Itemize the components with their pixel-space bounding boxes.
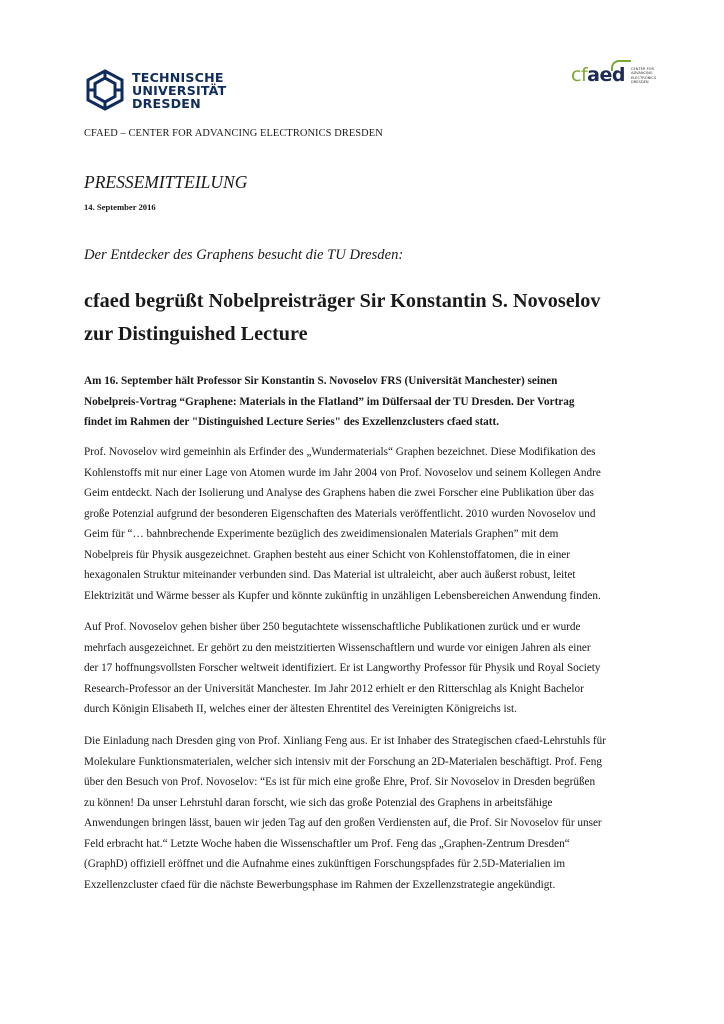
paragraph-line: Die Einladung nach Dresden ging von Prof. Xinliang Feng aus. Er ist Inhaber des Strategischen cfaed-Lehrstuhls für: [84, 735, 606, 747]
paragraph-line: Research-Professor an der Universität Manchester. Im Jahr 2012 erhielt er den Ritterschlag als Knight Bachelor: [84, 682, 584, 695]
paragraph-line: Kohlenstoffs mit nur einer Lage von Atomen wurde im Jahr 2004 von Prof. Novoselov und seinem Kollegen Andre: [84, 466, 601, 479]
paragraph-line: zu können! Da unser Lehrstuhl daran forscht, wie sich das große Potenzial des Graphens in arbeitsfähige: [84, 796, 553, 809]
paragraph-line: Elektrizität und Wärme besser als Kupfer und könnte zukünftig in unzähligen Lebensbereichen Anwendung finden.: [84, 589, 601, 602]
paragraph-2: [84, 617, 644, 720]
cfaed-wordmark-cf: cf: [571, 64, 588, 86]
paragraph-line: Geim für “… bahnbrechende Experimente bezüglich des zweidimensionalen Materials Graphen” mit dem: [84, 528, 559, 540]
paragraph-line: der 17 hoffnungsvollsten Forscher weltweit identifiziert. Er ist Langworthy Professor für Physik und Royal Society: [84, 662, 601, 674]
paragraph-line: Prof. Novoselov wird gemeinhin als Erfinder des „Wundermaterials“ Graphen bezeichnet. Diese Modifikation des: [84, 446, 596, 458]
tu-dresden-logo: [84, 68, 254, 112]
paragraph-line: über den Besuch von Prof. Novoselov: “Es ist für mich eine große Ehre, Prof. Sir Novoselov in Dresden begrüßen: [84, 776, 596, 788]
tu-logo-line: TECHNISCHE: [132, 69, 224, 85]
cfaed-wordmark-aed: aed: [587, 64, 625, 86]
paragraph-line: Anwendungen bringen lässt, bauen wir jeden Tag auf den großen Verdiensten auf, die Prof. Sir Novoselov für unser: [84, 817, 602, 829]
tu-dresden-emblem-icon: [84, 69, 126, 111]
paragraph-line: Exzellenzcluster cfaed für die nächste Bewerbungsphase im Rahmen der Exzellenzstrategie angekündigt.: [84, 878, 556, 891]
tu-dresden-wordmark: [132, 71, 226, 110]
paragraph-line: Feld erbracht hat.“ Letzte Woche haben die Wissenschaftler um Prof. Feng das „Graphen-Zentrum Dresden“: [84, 837, 570, 850]
lead-line: Am 16. September hält Professor Sir Konstantin S. Novoselov FRS (Universität Manchester) seinen: [84, 375, 558, 387]
article-subtitle: Der Entdecker des Graphens besucht die TU Dresden:: [84, 247, 404, 263]
article-lead: [84, 371, 644, 433]
cfaed-tagline-line: DRESDEN: [631, 79, 649, 84]
paragraph-3: [84, 731, 644, 895]
headline-line: zur Distinguished Lecture: [84, 323, 308, 345]
lead-line: Nobelpreis-Vortrag “Graphene: Materials in the Flatland” im Dülfersaal der TU Dresden. Der Vortrag: [84, 395, 575, 408]
paragraph-1: [84, 442, 644, 606]
organization-line: CFAED – CENTER FOR ADVANCING ELECTRONICS DRESDEN: [84, 128, 383, 139]
tu-logo-line: DRESDEN: [132, 95, 201, 111]
press-release-title: PRESSEMITTEILUNG: [84, 172, 248, 192]
cfaed-tagline: [631, 67, 661, 84]
paragraph-line: (GraphD) offiziell eröffnet und die Aufnahme eines zukünftigen Forschungspfades für 2.5D-Materialien im: [84, 858, 566, 870]
cfaed-wordmark: [571, 64, 625, 86]
paragraph-line: durch Königin Elisabeth II, welches einer der ältesten Ehrentitel des Vereinigten Königreichs ist.: [84, 703, 517, 715]
cfaed-tagline-line: CENTER FOR: [631, 67, 654, 71]
tu-logo-line: UNIVERSITÄT: [132, 82, 227, 98]
cfaed-logo: [571, 58, 657, 94]
press-release-date: 14. September 2016: [84, 202, 156, 212]
paragraph-line: Nobelpreis für Physik ausgezeichnet. Graphen besteht aus einer Schicht von Kohlenstoffatomen, die in einer: [84, 548, 571, 561]
paragraph-line: große Potenzial aufgrund der besonderen Eigenschaften des Materials veröffentlicht. 2010 wurden Novoselov und: [84, 507, 596, 520]
paragraph-line: Geim entdeckt. Nach der Isolierung und Analyse des Graphens haben die zwei Forscher eine Publikation über das: [84, 487, 594, 499]
lead-line: findet im Rahmen der "Distinguished Lecture Series" des Exzellenzclusters cfaed statt.: [84, 416, 500, 428]
headline-line: cfaed begrüßt Nobelpreisträger Sir Konstantin S. Novoselov: [84, 290, 601, 312]
paragraph-line: Molekulare Funktionsmaterialen, welcher sich intensiv mit der Forschung an 2D-Materialen beschäftigt. Prof. Feng: [84, 755, 602, 768]
article-headline: [84, 285, 664, 351]
paragraph-line: hexagonalen Struktur miteinander verbunden sind. Das Material ist ultraleicht, aber auch äußerst robust, leitet: [84, 569, 576, 581]
cfaed-tagline-line: ADVANCING: [631, 71, 653, 76]
cfaed-tagline-line: ELECTRONICS: [631, 75, 657, 80]
paragraph-line: mehrfach ausgezeichnet. Er gehört zu den meistzitierten Wissenschaftlern und wurde vor einigen Jahren als einer: [84, 641, 591, 654]
paragraph-line: Auf Prof. Novoselov gehen bisher über 250 begutachtete wissenschaftliche Publikationen zurück und er wurde: [84, 621, 581, 633]
